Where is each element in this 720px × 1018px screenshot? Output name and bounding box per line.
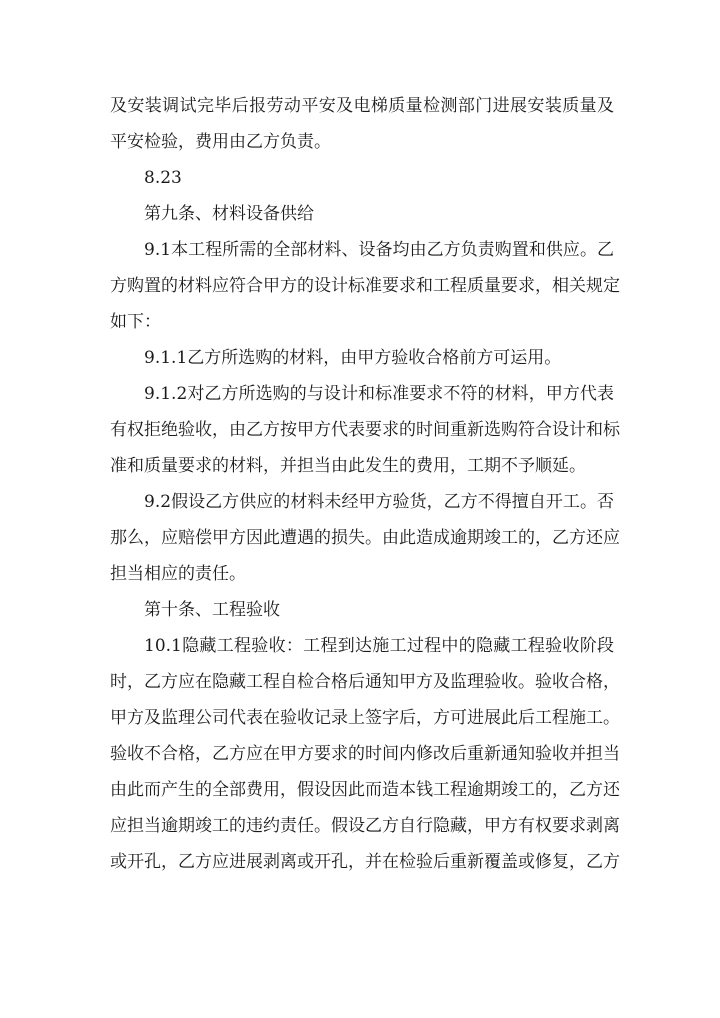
text-line: 平安检验，费用由乙方负责。 <box>110 132 331 152</box>
text-line: 甲方及监理公司代表在验收记录上签字后，方可进展此后工程施工。 <box>110 708 620 728</box>
text-line: 验收不合格，乙方应在甲方要求的时间内修改后重新通知验收并担当 <box>110 744 620 764</box>
text-line: 或开孔，乙方应进展剥离或开孔，并在检验后重新覆盖或修复，乙方 <box>110 852 620 872</box>
text-line: 担当相应的责任。 <box>110 564 246 584</box>
text-line: 时，乙方应在隐藏工程自检合格后通知甲方及监理验收。验收合格， <box>110 672 620 692</box>
text-line: 9.2假设乙方供应的材料未经甲方验货，乙方不得擅自开工。否 <box>144 492 614 512</box>
text-line: 如下： <box>110 312 161 332</box>
text-line: 准和质量要求的材料，并担当由此发生的费用，工期不予顺延。 <box>110 456 586 476</box>
text-line: 应担当逾期竣工的违约责任。假设乙方自行隐藏，甲方有权要求剥离 <box>110 816 620 836</box>
text-line: 9.1本工程所需的全部材料、设备均由乙方负责购置和供应。乙 <box>144 240 614 260</box>
text-line: 及安装调试完毕后报劳动平安及电梯质量检测部门进展安装质量及 <box>110 96 614 116</box>
text-line: 由此而产生的全部费用，假设因此而造本钱工程逾期竣工的，乙方还 <box>110 780 620 800</box>
text-line: 10.1隐藏工程验收：工程到达施工过程中的隐藏工程验收阶段 <box>144 636 614 656</box>
document-body <box>110 88 620 880</box>
text-line: 那么，应赔偿甲方因此遭遇的损失。由此造成逾期竣工的，乙方还应 <box>110 528 620 548</box>
text-line: 8.23 <box>144 168 182 188</box>
text-line: 9.1.1乙方所选购的材料，由甲方验收合格前方可运用。 <box>144 348 562 368</box>
text-line: 第十条、工程验收 <box>144 600 280 620</box>
text-line: 9.1.2对乙方所选购的与设计和标准要求不符的材料，甲方代表 <box>144 384 614 404</box>
text-line: 有权拒绝验收，由乙方按甲方代表要求的时间重新选购符合设计和标 <box>110 420 620 440</box>
text-line: 方购置的材料应符合甲方的设计标准要求和工程质量要求，相关规定 <box>110 276 620 296</box>
text-line: 第九条、材料设备供给 <box>144 204 314 224</box>
